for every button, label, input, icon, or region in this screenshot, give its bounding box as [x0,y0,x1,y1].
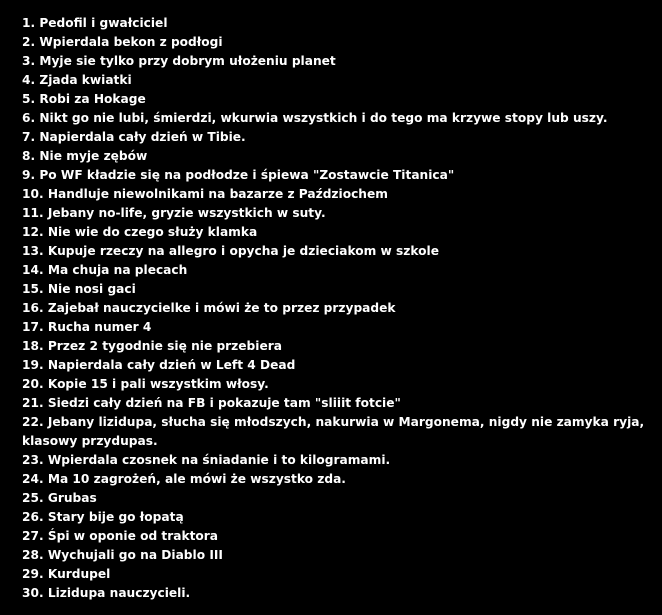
list-item: 15. Nie nosi gaci [22,282,136,296]
list-item: 24. Ma 10 zagrożeń, ale mówi że wszystko zda. [22,472,346,486]
list-item: 20. Kopie 15 i pali wszystkim włosy. [22,377,269,391]
list-item: 16. Zajebał nauczycielke i mówi że to przez przypadek [22,301,396,315]
list-item: 8. Nie myje zębów [22,149,148,163]
list-item: 4. Zjada kwiatki [22,73,132,87]
list-item: 30. Lizidupa nauczycieli. [22,586,191,600]
list-item: 11. Jebany no-life, gryzie wszystkich w suty. [22,206,326,220]
list-item: 1. Pedofil i gwałciciel [22,16,168,30]
list-item: 21. Siedzi cały dzień na FB i pokazuje tam "sliiit fotcie" [22,396,401,410]
list-item: 19. Napierdala cały dzień w Left 4 Dead [22,358,296,372]
list-item: 18. Przez 2 tygodnie się nie przebiera [22,339,282,353]
list-item: 2. Wpierdala bekon z podłogi [22,35,223,49]
list-item: 6. Nikt go nie lubi, śmierdzi, wkurwia wszystkich i do tego ma krzywe stopy lub uszy. [22,111,608,125]
list-item: 3. Myje sie tylko przy dobrym ułożeniu planet [22,54,336,68]
list-item: 9. Po WF kładzie się na podłodze i śpiewa "Zostawcie Titanica" [22,168,455,182]
list-item: 5. Robi za Hokage [22,92,146,106]
list-item: 27. Śpi w oponie od traktora [22,529,219,543]
list-item: 10. Handluje niewolnikami na bazarze z Paździochem [22,187,388,201]
list-item: 29. Kurdupel [22,567,111,581]
list-item: 28. Wychujali go na Diablo III [22,548,223,562]
list-item: 22. Jebany lizidupa, słucha się młodszych, nakurwia w Margonema, nigdy nie zamyka ryja, klasowy przydupas. [22,415,645,448]
list-item: 14. Ma chuja na plecach [22,263,188,277]
list-item: 13. Kupuje rzeczy na allegro i opycha je dzieciakom w szkole [22,244,439,258]
list-item: 25. Grubas [22,491,97,505]
list-item: 23. Wpierdala czosnek na śniadanie i to kilogramami. [22,453,391,467]
list-item: 7. Napierdala cały dzień w Tibie. [22,130,246,144]
list-item: 17. Rucha numer 4 [22,320,152,334]
numbered-list [22,14,654,603]
list-item: 12. Nie wie do czego służy klamka [22,225,258,239]
list-item: 26. Stary bije go łopatą [22,510,184,524]
